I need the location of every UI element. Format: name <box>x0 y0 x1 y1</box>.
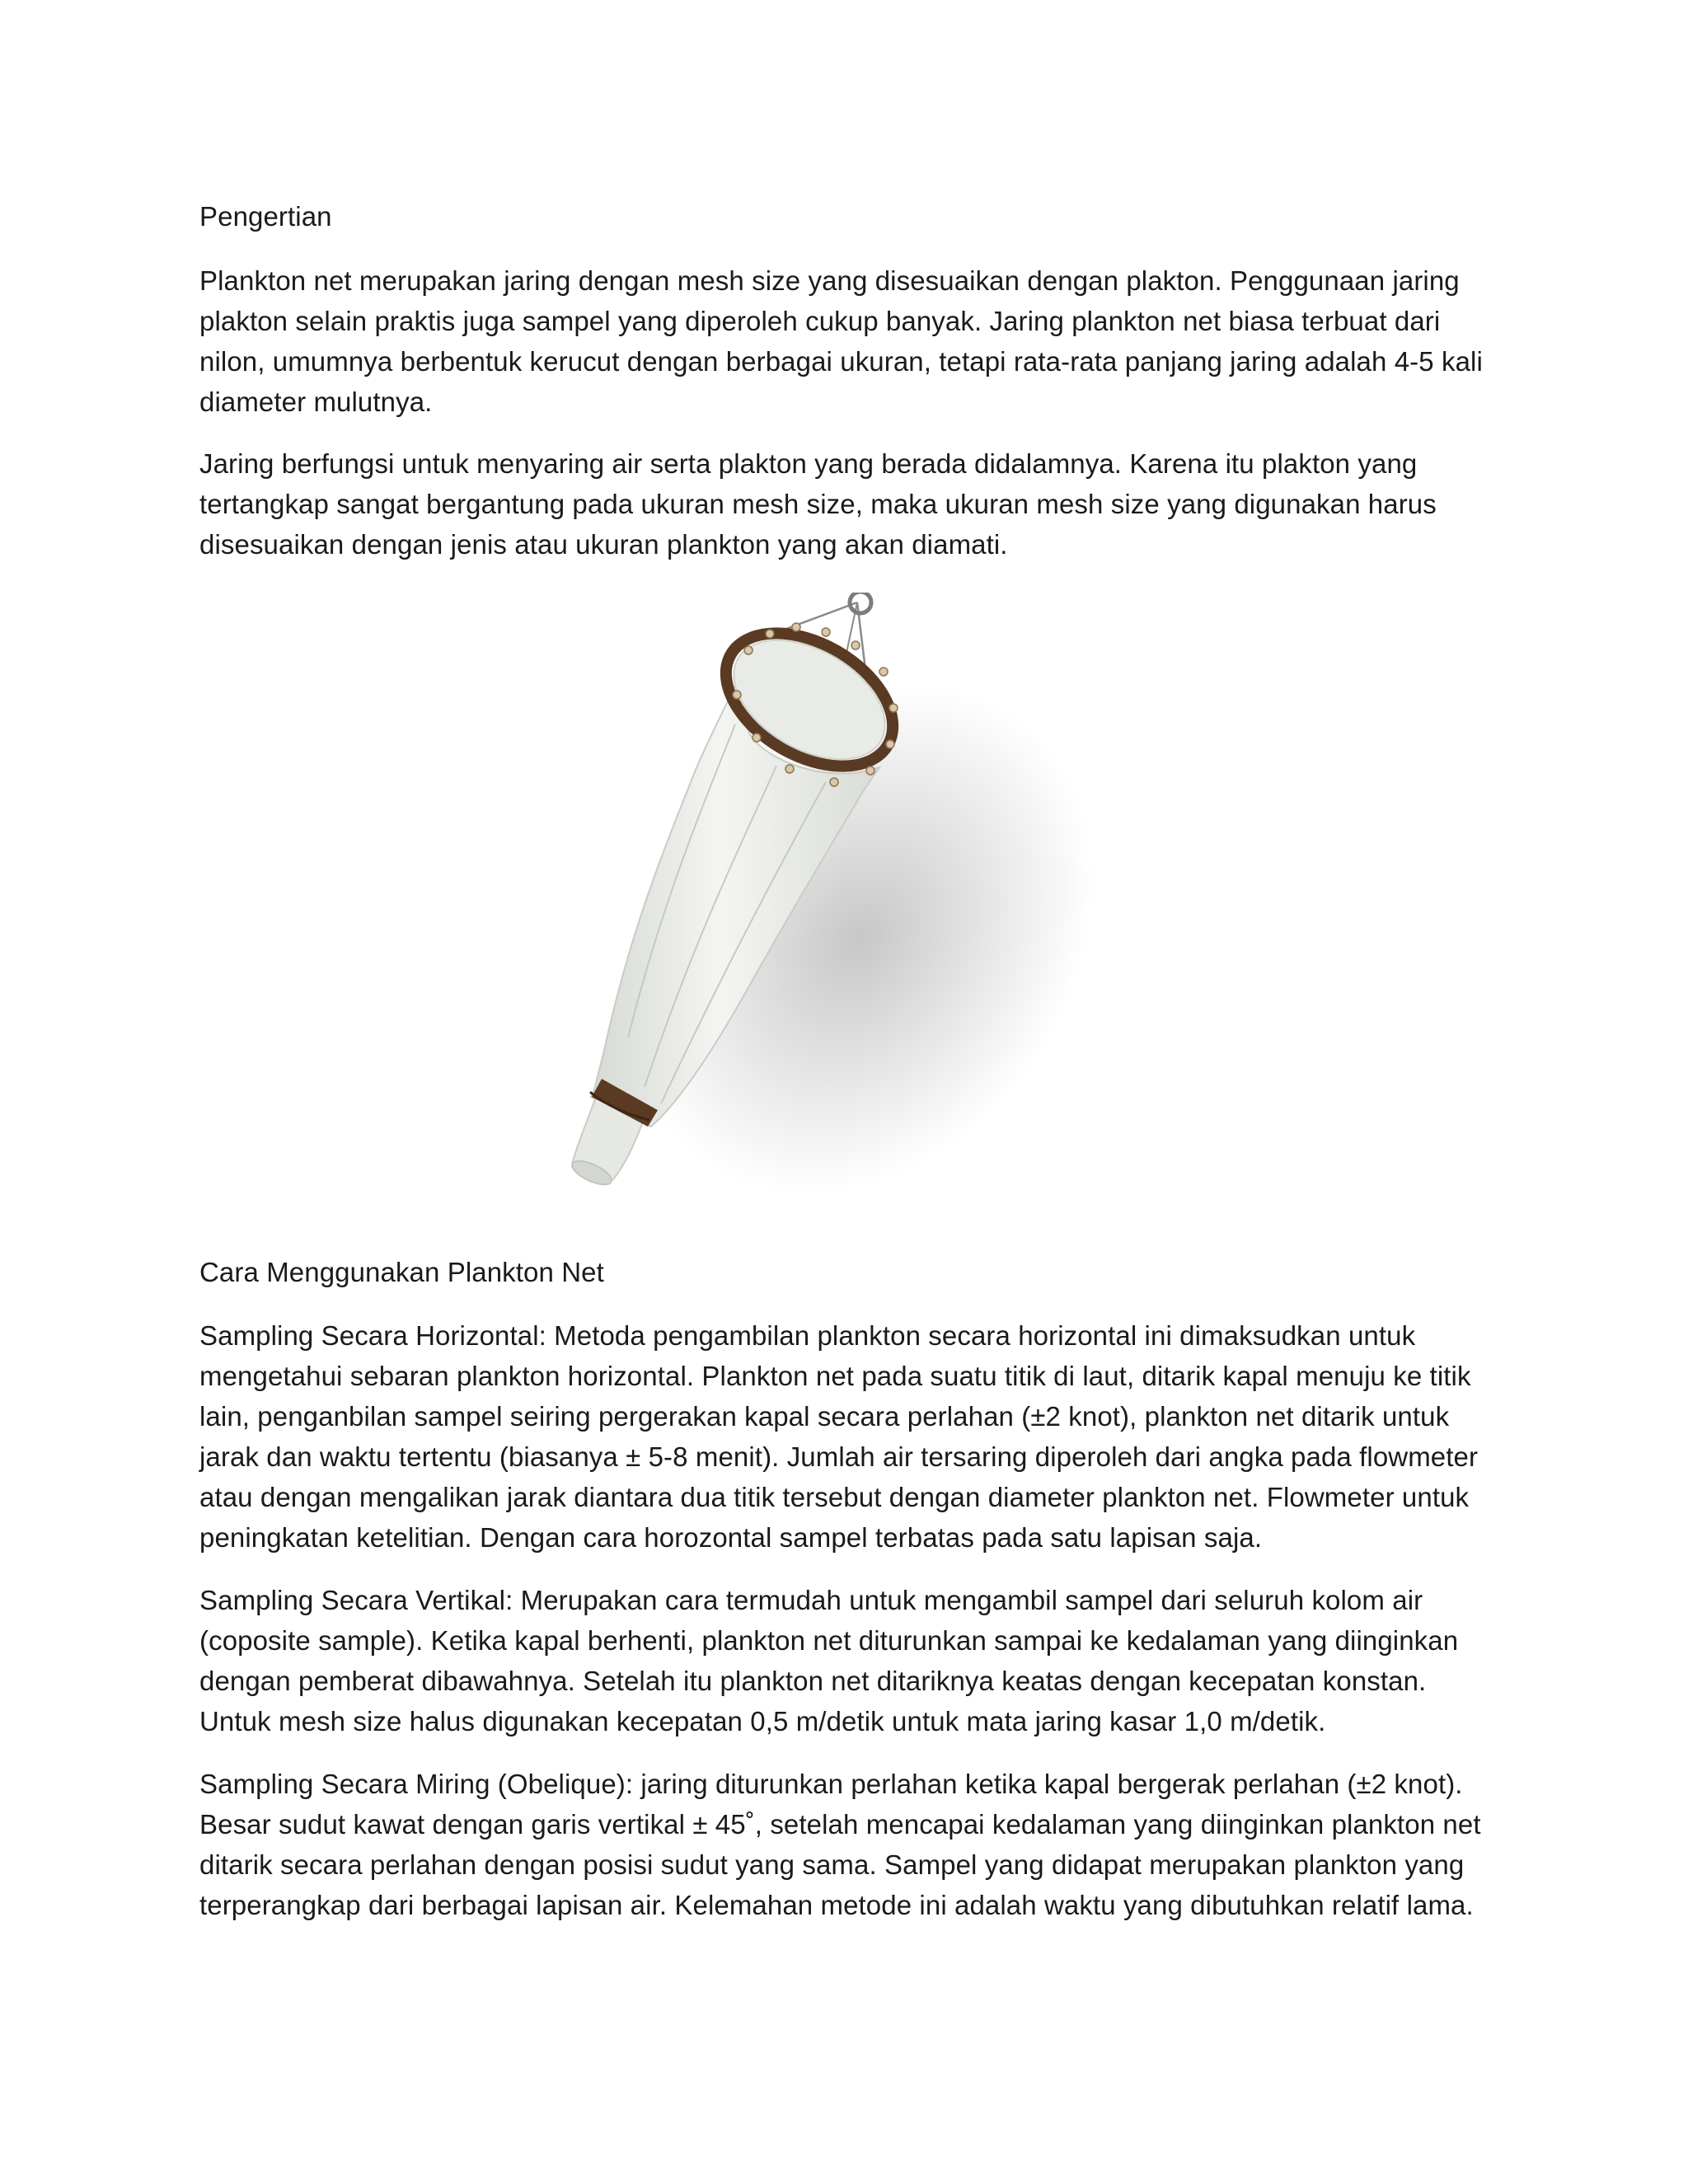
plankton-net-icon <box>562 593 1139 1240</box>
paragraph-sampling-miring: Sampling Secara Miring (Obelique): jaring diturunkan perlahan ketika kapal bergerak perlahan (±2 knot). Besar sudut kawat dengan garis vertikal ± 45˚, setelah mencapai kedalaman yang diinginkan plankton net ditarik secara perlahan dengan posisi sudut yang sama. Sampel yang didapat merupakan plankton yang terperangkap dari berbagai lapisan air. Kelemahan metode ini adalah waktu yang dibutuhkan relatif lama. <box>199 1769 1481 1920</box>
paragraph-sampling-vertikal: Sampling Secara Vertikal: Merupakan cara termudah untuk mengambil sampel dari seluruh kolom air (coposite sample). Ketika kapal berhenti, plankton net diturunkan sampai ke kedalaman yang diinginkan dengan pemberat dibawahnya. Setelah itu plankton net ditariknya keatas dengan kecepatan konstan. Untuk mesh size halus digunakan kecepatan 0,5 m/detik untuk mata jaring kasar 1,0 m/detik. <box>199 1585 1459 1736</box>
plankton-net-figure <box>199 593 1493 1240</box>
paragraph-sampling-horizontal: Sampling Secara Horizontal: Metoda pengambilan plankton secara horizontal ini dimaksudkan untuk mengetahui sebaran plankton horizontal. Plankton net pada suatu titik di laut, ditarik kapal menuju ke titik lain, penganbilan sampel seiring pergerakan kapal secara perlahan (±2 knot), plankton net ditarik untuk jarak dan waktu tertentu (biasanya ± 5-8 menit). Jumlah air tersaring diperoleh dari angka pada flowmeter atau dengan mengalikan jarak diantara dua titik tersebut dengan diameter plankton net. Flowmeter untuk peningkatan ketelitian. Dengan cara horozontal sampel terbatas pada satu lapisan saja. <box>199 1320 1479 1553</box>
paragraph-function: Jaring berfungsi untuk menyaring air serta plakton yang berada didalamnya. Karena itu plakton yang tertangkap sangat bergantung pada ukuran mesh size, maka ukuran mesh size yang digunakan harus disesuaikan dengan jenis atau ukuran plankton yang akan diamati. <box>199 448 1437 560</box>
towing-ring-icon <box>850 593 871 613</box>
section-heading-pengertian: Pengertian <box>199 201 332 232</box>
paragraph-definition: Plankton net merupakan jaring dengan mesh size yang disesuaikan dengan plakton. Penggunaan jaring plakton selain praktis juga sampel yang diperoleh cukup banyak. Jaring plankton net biasa terbuat dari nilon, umumnya berbentuk kerucut dengan berbagai ukuran, tetapi rata-rata panjang jaring adalah 4-5 kali diameter mulutnya. <box>199 265 1483 417</box>
section-heading-cara-menggunakan: Cara Menggunakan Plankton Net <box>199 1257 604 1287</box>
document-body <box>199 196 1493 1925</box>
